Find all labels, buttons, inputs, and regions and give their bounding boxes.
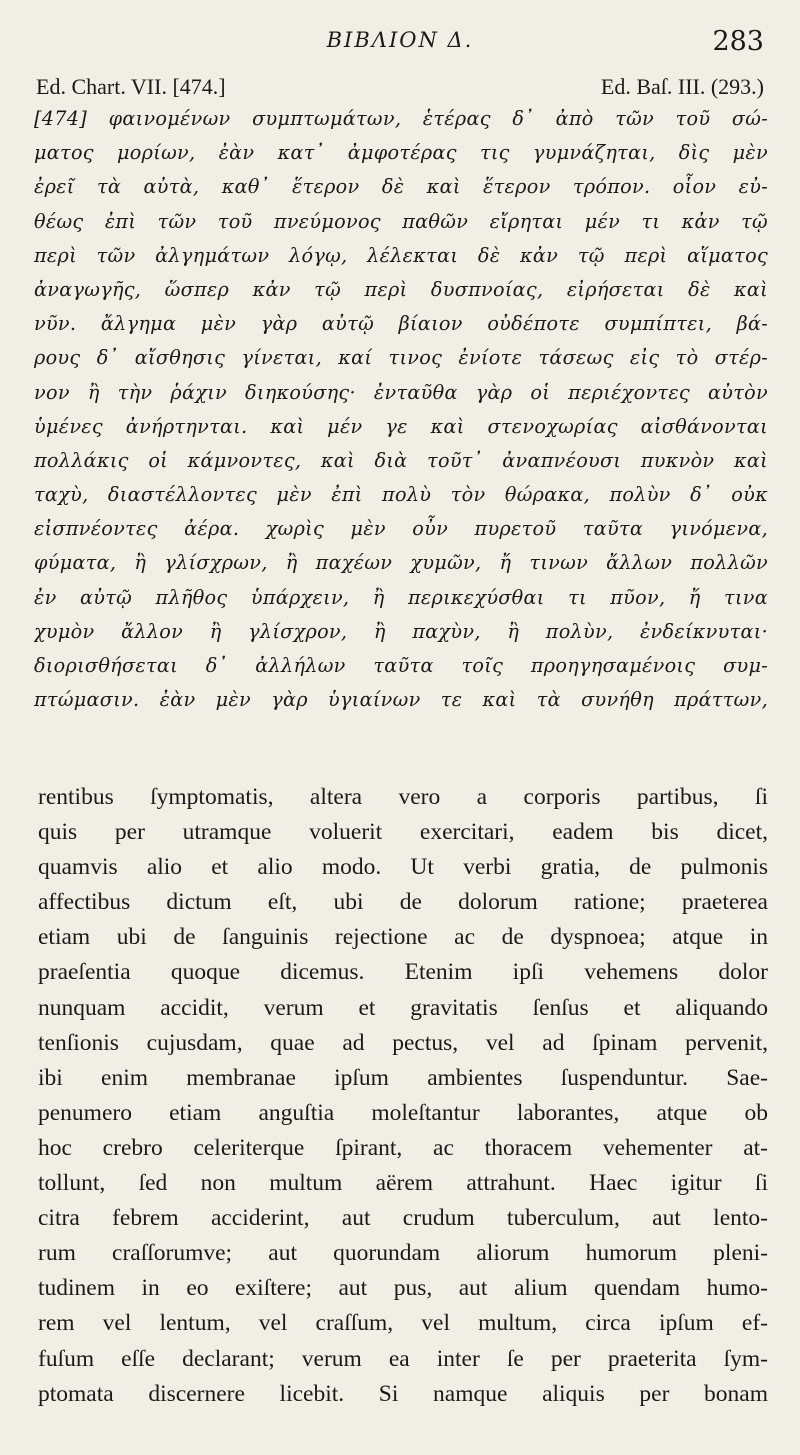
greek-text-line: διορισθήσεται δ᾽ ἀλλήλων ταῦτα τοῖς προηγησαμένοις συμ- bbox=[34, 654, 768, 677]
latin-text-line: hoc crebro celeriterque ſpirant, ac thoracem vehementer at- bbox=[38, 1134, 768, 1161]
latin-text-line: quis per utramque voluerit exercitari, eadem bis dicet, bbox=[38, 819, 768, 846]
latin-text-line: etiam ubi de ſanguinis rejectione ac de dyspnoea; atque in bbox=[38, 924, 768, 951]
edition-chart: Ed. Chart. VII. [474.] bbox=[36, 74, 226, 99]
greek-text-line: χυμὸν ἄλλον ἢ γλίσχρον, ἢ παχὺν, ἢ πολὺν, ἐνδείκνυται· bbox=[34, 619, 768, 643]
latin-text-line: fuſum eſſe declarant; verum ea inter ſe per praeterita ſym- bbox=[38, 1345, 768, 1372]
greek-text-line: θέως ἐπὶ τῶν τοῦ πνεύμονος παθῶν εἴρηται μέν τι κἀν τῷ bbox=[34, 209, 768, 233]
greek-text-line: ἐν αὐτῷ πλῆθος ὑπάρχειν, ἢ περικεχύσθαι τι πῦον, ἤ τινα bbox=[34, 585, 768, 609]
latin-text-line: tenſionis cujusdam, quae ad pectus, vel ad ſpinam pervenit, bbox=[38, 1029, 768, 1056]
latin-text-line: tudinem in eo exiſtere; aut pus, aut alium quendam humo- bbox=[38, 1275, 768, 1302]
greek-text-line: νῦν. ἄλγημα μὲν γὰρ αὐτῷ βίαιον οὐδέποτε συμπίπτει, βά- bbox=[34, 312, 768, 336]
greek-text-line: πτώμασιν. ἐὰν μὲν γὰρ ὑγιαίνων τε καὶ τὰ συνήθη πράττων, bbox=[34, 688, 768, 712]
latin-text-line: praeſentia quoque dicemus. Etenim ipſi vehemens dolor bbox=[38, 959, 768, 986]
page-number: 283 bbox=[712, 26, 764, 57]
latin-text-line: rentibus ſymptomatis, altera vero a corporis partibus, ſi bbox=[38, 784, 768, 810]
latin-text-line: ptomata discernere licebit. Si namque aliquis per bonam bbox=[38, 1380, 768, 1407]
greek-text-line: ρους δ᾽ αἴσθησις γίνεται, καί τινος ἐνίοτε τάσεως εἰς τὸ στέρ- bbox=[34, 346, 768, 370]
greek-text-block bbox=[34, 102, 768, 717]
greek-text-line: ταχὺ, διαστέλλοντες μὲν ἐπὶ πολὺ τὸν θώρακα, πολὺν δ᾽ οὐκ bbox=[34, 483, 768, 507]
latin-text-line: penumero etiam anguſtia moleſtantur laborantes, atque ob bbox=[38, 1099, 768, 1126]
greek-text-line: φύματα, ἢ γλίσχρων, ἢ παχέων χυμῶν, ἤ τινων ἄλλων πολλῶν bbox=[34, 551, 768, 575]
latin-text-line: affectibus dictum eſt, ubi de dolorum ratione; praeterea bbox=[38, 889, 768, 916]
edition-reference bbox=[36, 74, 764, 104]
latin-text-line: rem vel lentum, vel craſſum, vel multum, circa ipſum ef- bbox=[38, 1310, 768, 1337]
running-title: BIBΛION Δ. bbox=[326, 28, 474, 52]
greek-text-line: ἐρεῖ τὰ αὐτὰ, καθ᾽ ἕτερον δὲ καὶ ἕτερον τρόπον. οἷον εὐ- bbox=[34, 175, 768, 199]
latin-text-block bbox=[38, 780, 768, 1412]
edition-basel: Ed. Baſ. III. (293.) bbox=[600, 74, 764, 99]
greek-text-line: πολλάκις οἱ κάμνοντες, καὶ διὰ τοῦτ᾽ ἀναπνέουσι πυκνὸν καὶ bbox=[34, 448, 768, 472]
greek-text-line: [474] φαινομένων συμπτωμάτων, ἑτέρας δ᾽ ἀπὸ τῶν τοῦ σώ- bbox=[34, 107, 768, 130]
greek-text-line: εἰσπνέοντες ἀέρα. χωρὶς μὲν οὖν πυρετοῦ ταῦτα γινόμενα, bbox=[34, 517, 768, 541]
latin-text-line: citra febrem acciderint, aut crudum tuberculum, aut lento- bbox=[38, 1205, 768, 1232]
latin-text-line: tollunt, ſed non multum aërem attrahunt. Haec igitur ſi bbox=[38, 1170, 768, 1197]
latin-text-line: ibi enim membranae ipſum ambientes ſuspenduntur. Sae- bbox=[38, 1064, 768, 1091]
latin-text-line: quamvis alio et alio modo. Ut verbi gratia, de pulmonis bbox=[38, 854, 768, 881]
greek-text-line: νον ἢ τὴν ῥάχιν διηκούσης· ἐνταῦθα γὰρ οἱ περιέχοντες αὐτὸν bbox=[34, 380, 768, 404]
greek-text-line: ὑμένες ἀνήρτηνται. καὶ μέν γε καὶ στενοχωρίας αἰσθάνονται bbox=[34, 414, 768, 438]
greek-text-line: ματος μορίων, ἐὰν κατ᾽ ἀμφοτέρας τις γυμνάζηται, δὶς μὲν bbox=[34, 141, 768, 165]
page-header bbox=[36, 28, 764, 60]
greek-text-line: ἀναγωγῆς, ὥσπερ κἀν τῷ περὶ δυσπνοίας, εἰρήσεται δὲ καὶ bbox=[34, 277, 768, 301]
latin-text-line: rum craſſorumve; aut quorundam aliorum humorum pleni- bbox=[38, 1240, 768, 1267]
greek-text-line: περὶ τῶν ἀλγημάτων λόγῳ, λέλεκται δὲ κἀν τῷ περὶ αἵματος bbox=[34, 243, 768, 267]
latin-text-line: nunquam accidit, verum et gravitatis ſenſus et aliquando bbox=[38, 994, 768, 1021]
